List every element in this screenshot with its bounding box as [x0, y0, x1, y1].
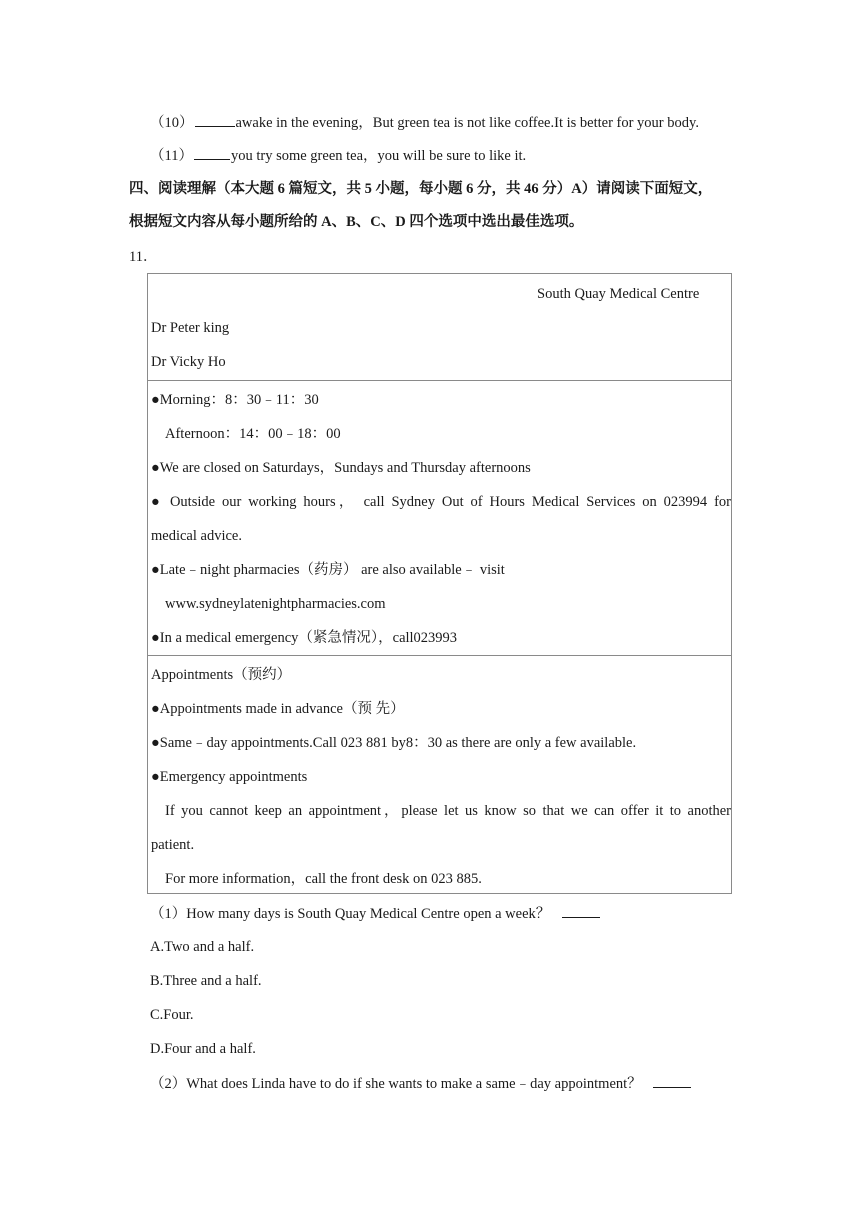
option-a[interactable]: A.Two and a half. [150, 939, 255, 955]
section-heading-line2: 根据短文内容从每小题所给的 A、B、C、D 四个选项中选出最佳选项。 [129, 214, 584, 230]
option-c[interactable]: C.Four. [150, 1007, 194, 1023]
answer-blank[interactable] [562, 903, 600, 918]
option-d[interactable]: D.Four and a half. [150, 1041, 256, 1057]
answer-blank[interactable] [653, 1073, 691, 1088]
section-divider [148, 380, 731, 381]
hours-afternoon: Afternoon：14：00﹣18：00 [165, 426, 341, 442]
question-11 [150, 145, 526, 166]
answer-blank[interactable] [195, 112, 235, 127]
pharmacy-info: ●Late﹣night pharmacies（药房） are also available﹣ visit [151, 562, 505, 578]
question-2 [150, 1073, 692, 1094]
section-divider [148, 655, 731, 656]
question-10-text: awake in the evening，But green tea is not like coffee.It is better for your body. [235, 115, 699, 131]
appointments-emergency: ●Emergency appointments [151, 769, 308, 785]
outside-hours-line2: medical advice. [151, 528, 242, 544]
doctor-name: Dr Peter king [151, 320, 230, 336]
more-info: For more information，call the front desk on 023 885. [165, 871, 482, 887]
centre-name: South Quay Medical Centre [537, 286, 700, 302]
cancel-notice-line2: patient. [151, 837, 195, 853]
appointments-title: Appointments（预约） [151, 667, 292, 683]
closed-days: ●We are closed on Saturdays，Sundays and Thursday afternoons [151, 460, 531, 476]
emergency-call: ●In a medical emergency（紧急情况），call023993 [151, 630, 458, 646]
doctor-name: Dr Vicky Ho [151, 354, 226, 370]
question-2-text: （2）What does Linda have to do if she wants to make a same﹣day appointment？ [150, 1076, 642, 1092]
appointments-advance: ●Appointments made in advance（预 先） [151, 701, 405, 717]
option-b[interactable]: B.Three and a half. [150, 973, 262, 989]
hours-morning: ●Morning：8：30﹣11：30 [151, 392, 319, 408]
question-1 [150, 903, 601, 924]
pharmacy-url: www.sydneylatenightpharmacies.com [165, 596, 386, 612]
question-number: 11． [129, 249, 158, 265]
answer-blank[interactable] [194, 145, 230, 160]
section-heading-line1: 四、阅读理解（本大题 6 篇短文，共 5 小题，每小题 6 分，共 46 分）A）请阅读下面短文， [129, 181, 713, 197]
question-11-text: you try some green tea，you will be sure to like it. [230, 148, 527, 164]
question-1-text: （1）How many days is South Quay Medical Centre open a week？ [150, 906, 551, 922]
cancel-notice-line1: If you cannot keep an appointment，please let us know so that we can offer it to another [165, 803, 731, 819]
question-10-number: （10） [150, 115, 194, 131]
appointments-same-day: ●Same﹣day appointments.Call 023 881 by8：30 as there are only a few available. [151, 735, 637, 751]
question-11-number: （11） [150, 148, 193, 164]
question-10 [150, 112, 699, 133]
outside-hours-line1: ● Outside our working hours， call Sydney Out of Hours Medical Services on 023994 for [151, 494, 731, 510]
medical-centre-notice [147, 273, 732, 894]
